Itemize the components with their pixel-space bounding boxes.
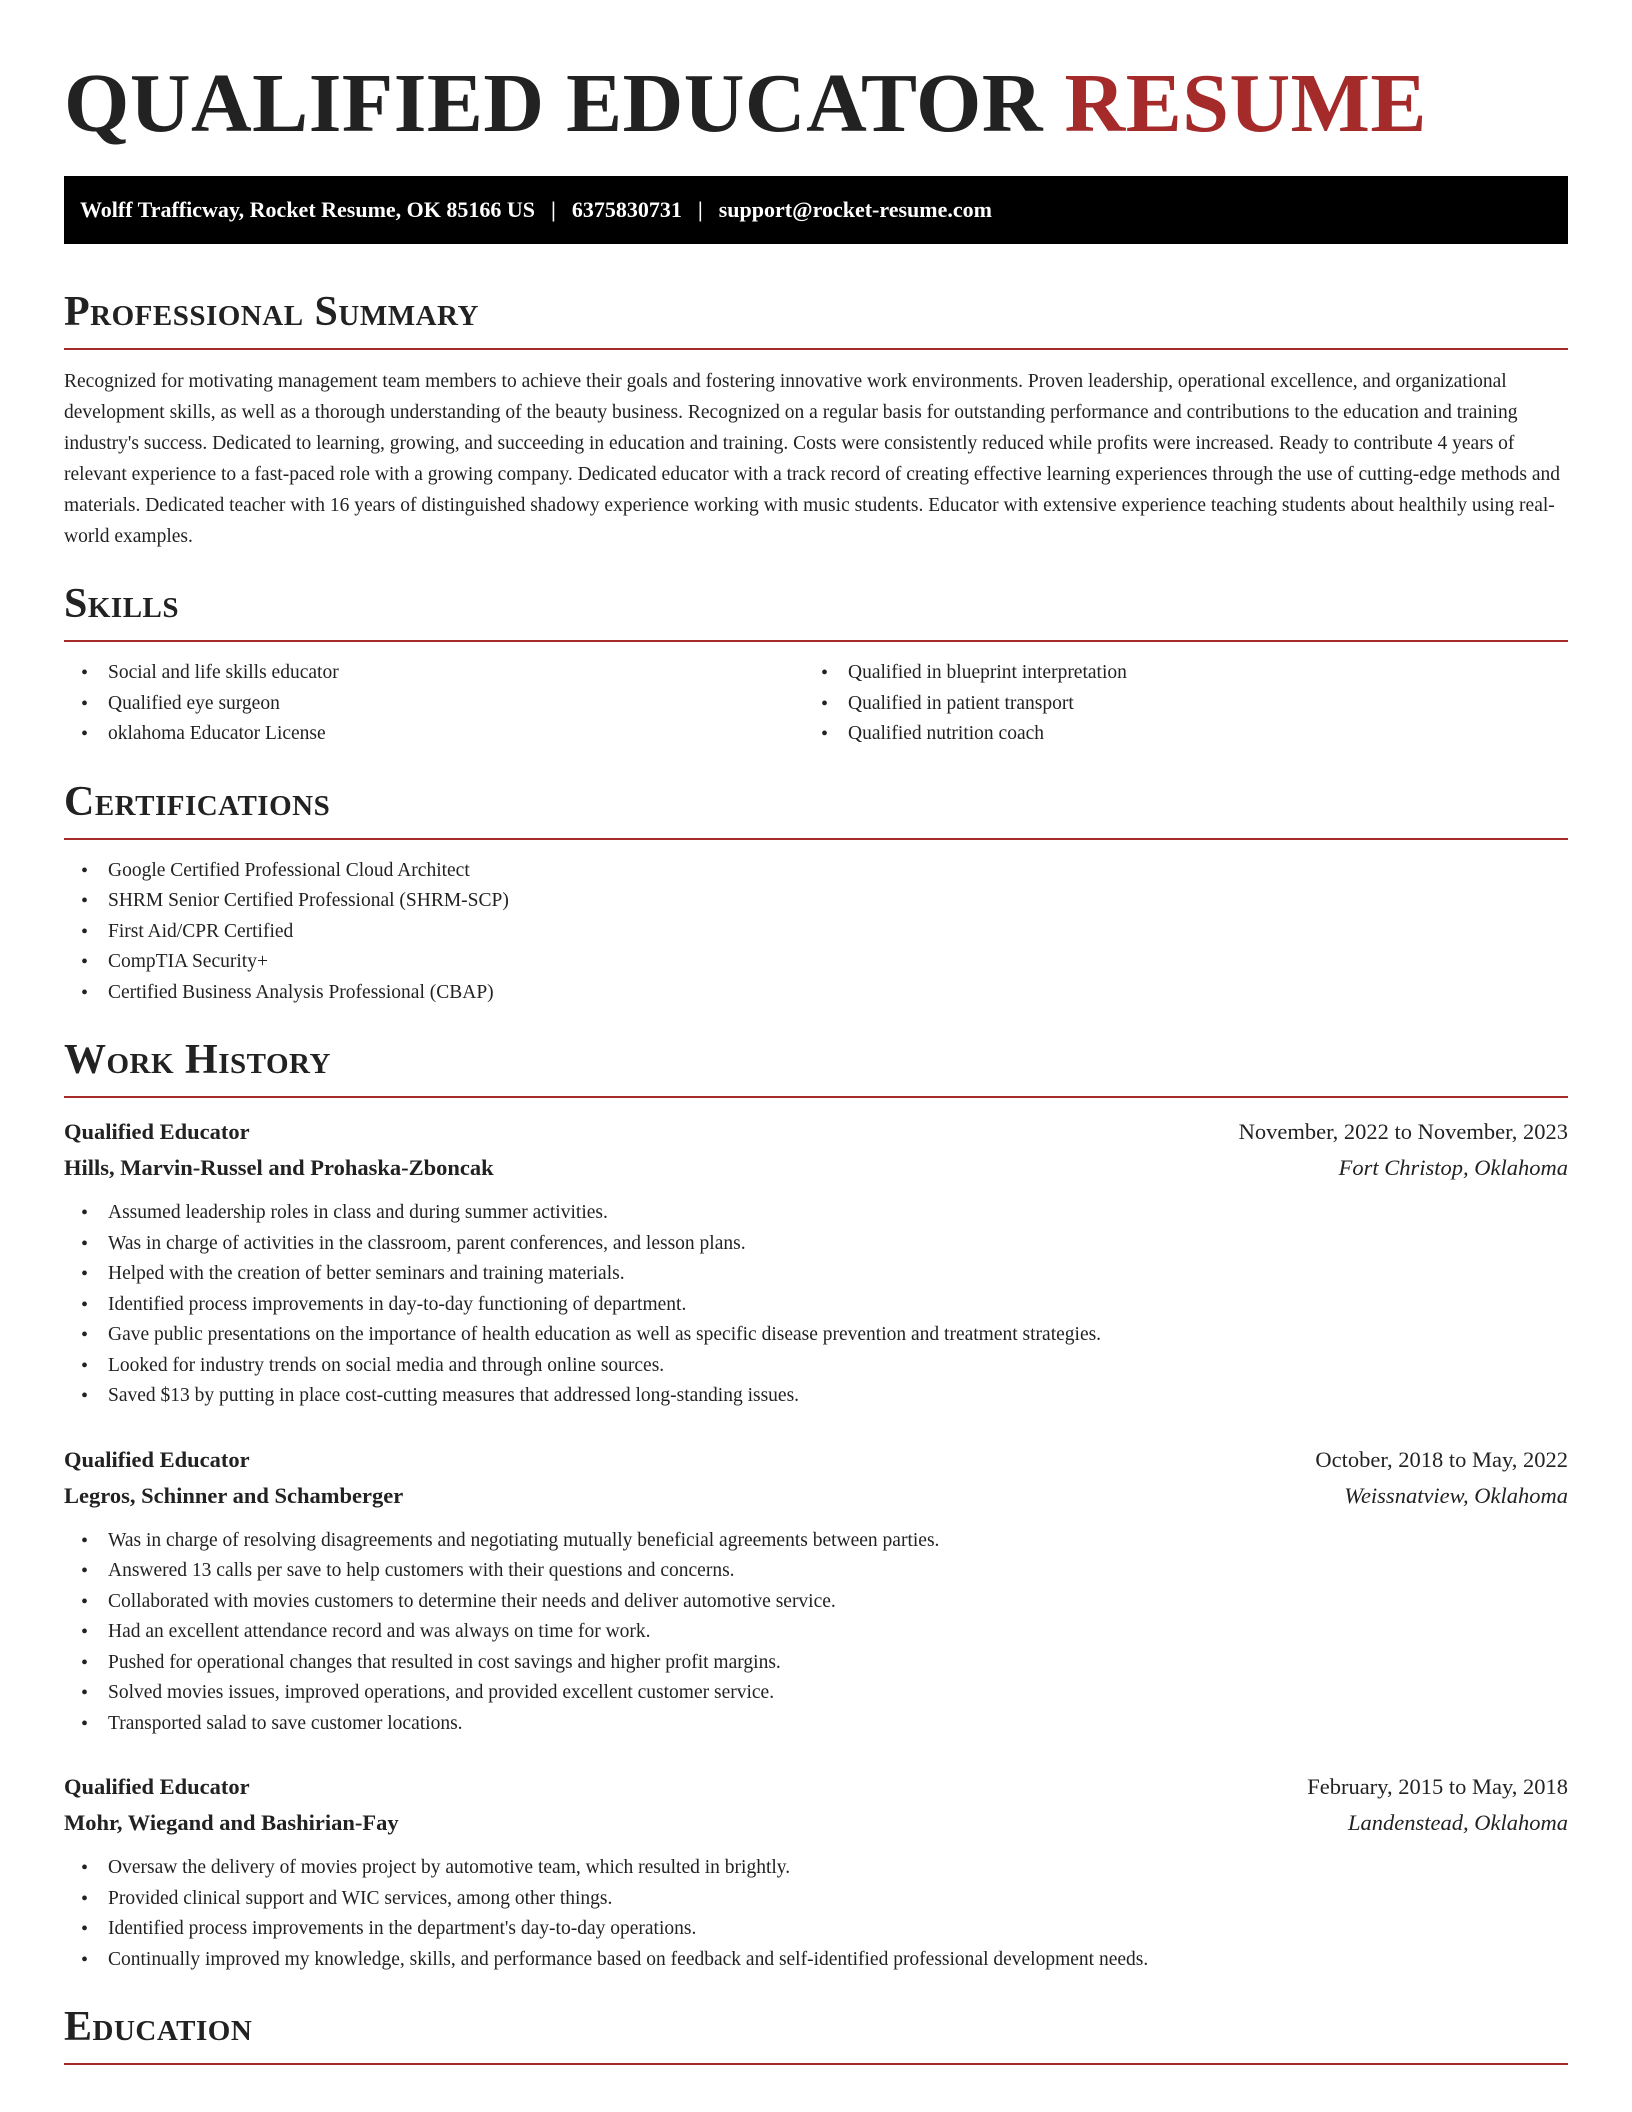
job-duties-list xyxy=(64,1853,1568,1975)
certification-item: • CompTIA Security+ xyxy=(64,947,1568,978)
job-duty: • Was in charge of activities in the classroom, parent conferences, and lesson plans. xyxy=(64,1229,1568,1260)
section-divider xyxy=(64,838,1568,840)
section-divider xyxy=(64,348,1568,350)
job-location: Weissnatview, Oklahoma xyxy=(1344,1482,1568,1508)
job-duty: • Collaborated with movies customers to determine their needs and deliver automotive service. xyxy=(64,1587,1568,1618)
job-duty: • Had an excellent attendance record and was always on time for work. xyxy=(64,1617,1568,1648)
job-duty: • Identified process improvements in day-to-day functioning of department. xyxy=(64,1290,1568,1321)
job-header-row xyxy=(64,1442,1568,1478)
skill-item: • Qualified nutrition coach xyxy=(804,719,1544,750)
title-accent: RESUME xyxy=(1064,57,1427,150)
certifications-list xyxy=(64,856,1568,1009)
job-entry xyxy=(64,1442,1568,1740)
title-main: QUALIFIED EDUCATOR xyxy=(64,57,1044,150)
job-header-row xyxy=(64,1114,1568,1150)
job-company: Hills, Marvin-Russel and Prohaska-Zboncak xyxy=(64,1155,494,1180)
work-history-heading: Work History xyxy=(64,1037,331,1083)
contact-separator: | xyxy=(697,197,703,222)
section-divider xyxy=(64,2063,1568,2065)
job-company: Mohr, Wiegand and Bashirian-Fay xyxy=(64,1810,399,1835)
job-duties-list xyxy=(64,1526,1568,1740)
job-duty: • Assumed leadership roles in class and during summer activities. xyxy=(64,1198,1568,1229)
job-company-row xyxy=(64,1150,1568,1186)
contact-address: Wolff Trafficway, Rocket Resume, OK 85166 US xyxy=(80,197,536,222)
job-duty: • Saved $13 by putting in place cost-cutting measures that addressed long-standing issues. xyxy=(64,1381,1568,1412)
job-location: Fort Christop, Oklahoma xyxy=(1338,1155,1568,1180)
job-title: Qualified Educator xyxy=(64,1446,250,1472)
certification-item: • First Aid/CPR Certified xyxy=(64,917,1568,948)
certification-item: • SHRM Senior Certified Professional (SHRM-SCP) xyxy=(64,886,1568,917)
skills-list-right xyxy=(804,658,1544,750)
job-duty: • Oversaw the delivery of movies project by automotive team, which resulted in brightly. xyxy=(64,1853,1568,1884)
job-entry xyxy=(64,1114,1568,1412)
contact-email: support@rocket-resume.com xyxy=(718,197,992,222)
job-title: Qualified Educator xyxy=(64,1119,250,1144)
job-duty: • Solved movies issues, improved operations, and provided excellent customer service. xyxy=(64,1678,1568,1709)
job-duty: • Provided clinical support and WIC services, among other things. xyxy=(64,1884,1568,1915)
resume-title xyxy=(64,0,1568,150)
job-duty: • Answered 13 calls per save to help customers with their questions and concerns. xyxy=(64,1556,1568,1587)
job-duty: • Gave public presentations on the importance of health education as well as specific disease prevention and treatment strategies. xyxy=(64,1320,1568,1351)
job-entry xyxy=(64,1769,1568,1975)
job-company-row xyxy=(64,1805,1568,1841)
skill-item: • Qualified in blueprint interpretation xyxy=(804,658,1544,689)
job-dates: February, 2015 to May, 2018 xyxy=(1307,1774,1568,1799)
job-duty: • Identified process improvements in the department's day-to-day operations. xyxy=(64,1914,1568,1945)
job-duty: • Was in charge of resolving disagreements and negotiating mutually beneficial agreements between parties. xyxy=(64,1526,1568,1557)
education-section xyxy=(64,2003,1568,2065)
job-duty: • Continually improved my knowledge, skills, and performance based on feedback and self-identified professional development needs. xyxy=(64,1945,1568,1976)
job-location: Landenstead, Oklahoma xyxy=(1348,1810,1568,1835)
job-title: Qualified Educator xyxy=(64,1774,250,1799)
certifications-heading: Certifications xyxy=(64,778,331,825)
skill-item: • oklahoma Educator License xyxy=(64,719,804,750)
job-dates: October, 2018 to May, 2022 xyxy=(1315,1446,1568,1472)
job-duty: • Looked for industry trends on social media and through online sources. xyxy=(64,1351,1568,1382)
certification-item: • Google Certified Professional Cloud Architect xyxy=(64,856,1568,887)
section-divider xyxy=(64,1096,1568,1098)
contact-phone: 6375830731 xyxy=(571,197,682,222)
job-company: Legros, Schinner and Schamberger xyxy=(64,1482,404,1508)
education-heading: Education xyxy=(64,2004,253,2050)
job-duties-list xyxy=(64,1198,1568,1412)
contact-separator: | xyxy=(551,197,556,222)
job-dates: November, 2022 to November, 2023 xyxy=(1238,1119,1568,1144)
job-duty: • Helped with the creation of better seminars and training materials. xyxy=(64,1259,1568,1290)
skill-item: • Qualified in patient transport xyxy=(804,689,1544,720)
job-company-row xyxy=(64,1478,1568,1514)
skills-heading: Skills xyxy=(64,581,180,627)
skill-item: • Social and life skills educator xyxy=(64,658,804,689)
certifications-section xyxy=(64,778,1568,1009)
summary-section xyxy=(64,288,1568,552)
resume-page xyxy=(64,0,1568,2065)
work-history-section xyxy=(64,1036,1568,1975)
skills-list-left xyxy=(64,658,804,750)
job-header-row xyxy=(64,1769,1568,1805)
skill-item: • Qualified eye surgeon xyxy=(64,689,804,720)
certification-item: • Certified Business Analysis Professional (CBAP) xyxy=(64,978,1568,1009)
section-divider xyxy=(64,640,1568,642)
skills-section xyxy=(64,580,1568,750)
job-duty: • Transported salad to save customer locations. xyxy=(64,1709,1568,1740)
summary-text: Recognized for motivating management team members to achieve their goals and fostering innovative work environments. Proven leadership, operational excellence, and organizational development skills, as well as a thorough understanding of the beauty business. Recognized on a regular basis for outstanding performance and contributions to the education and training industry's success. Dedicated to learning, growing, and succeeding in education and training. Costs were consistently reduced while profits were increased. Ready to contribute 4 years of relevant experience to a fast-paced role with a growing company. Dedicated educator with a track record of creating effective learning experiences through the use of cutting-edge methods and materials. Dedicated teacher with 16 years of distinguished shadowy experience working with music students. Educator with extensive experience teaching students about healthily using real-world examples. xyxy=(64,371,1560,547)
skills-columns xyxy=(64,658,1568,750)
contact-bar xyxy=(64,176,1568,244)
summary-heading: Professional Summary xyxy=(64,289,479,335)
job-duty: • Pushed for operational changes that resulted in cost savings and higher profit margins. xyxy=(64,1648,1568,1679)
